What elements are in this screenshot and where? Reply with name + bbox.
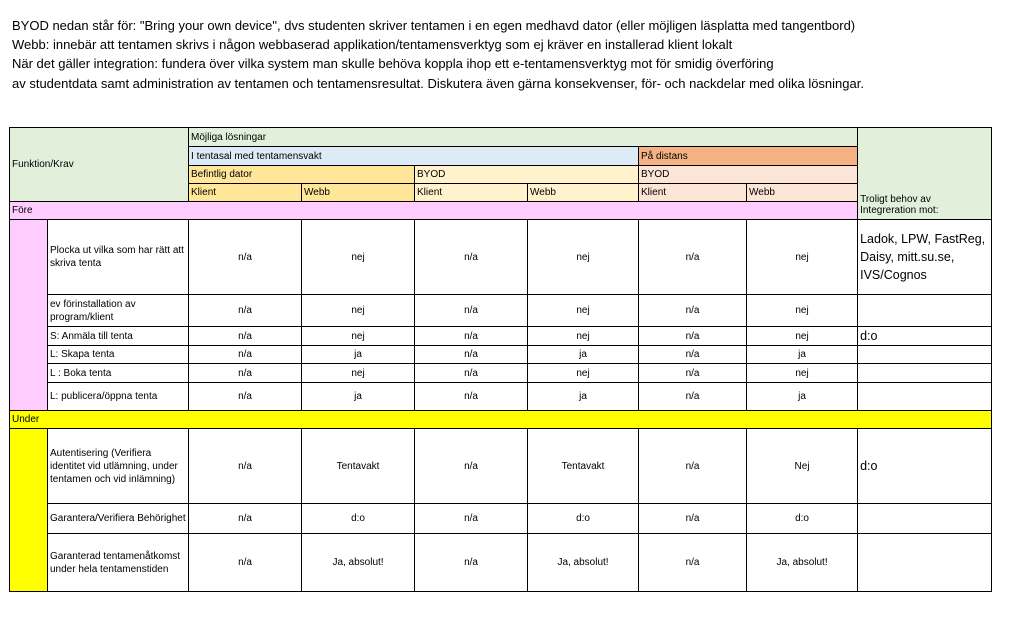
cell-value: nej xyxy=(302,220,415,295)
cell-value: Nej xyxy=(747,429,858,504)
cell-value: d:o xyxy=(302,504,415,534)
cell-value: n/a xyxy=(189,220,302,295)
row-label: L : Boka tenta xyxy=(48,364,189,383)
cell-value: n/a xyxy=(415,429,528,504)
integration-cell xyxy=(858,346,992,364)
cell-value: n/a xyxy=(639,383,747,411)
table-row xyxy=(10,346,992,364)
table-row xyxy=(10,295,992,327)
row-label: S: Anmäla till tenta xyxy=(48,327,189,346)
intro-line-3: När det gäller integration: fundera över vilka system man skulle behöva koppla ihop ett e-tentamensverktyg mot för smidig överföring xyxy=(12,56,774,72)
table-row xyxy=(10,534,992,592)
cell-value: ja xyxy=(528,346,639,364)
cell-value: n/a xyxy=(415,295,528,327)
cell-value: n/a xyxy=(415,504,528,534)
cell-value: n/a xyxy=(639,220,747,295)
cell-value: n/a xyxy=(639,295,747,327)
cell-value: n/a xyxy=(189,534,302,592)
cell-value: n/a xyxy=(415,327,528,346)
intro-line-4: av studentdata samt administration av tentamen och tentamensresultat. Diskutera även gärna konsekvenser, för- och nackdelar med olika lösningar. xyxy=(12,75,864,91)
cell-value: ja xyxy=(302,383,415,411)
col-header-webb: Webb xyxy=(747,184,858,202)
integration-cell: d:o xyxy=(858,429,992,504)
cell-value: n/a xyxy=(189,504,302,534)
integration-header-line-1: Troligt behov av xyxy=(860,194,931,205)
cell-value: n/a xyxy=(415,364,528,383)
cell-value: Tentavakt xyxy=(528,429,639,504)
integration-cell xyxy=(858,383,992,411)
cell-value: n/a xyxy=(415,383,528,411)
pa-distans-header: På distans xyxy=(639,147,858,166)
cell-value: n/a xyxy=(189,429,302,504)
row-label: ev förinstallation av program/klient xyxy=(48,295,189,327)
cell-value: Ja, absolut! xyxy=(528,534,639,592)
table-row xyxy=(10,220,992,295)
integration-cell xyxy=(858,364,992,383)
row-label: L: publicera/öppna tenta xyxy=(48,383,189,411)
cell-value: Ja, absolut! xyxy=(302,534,415,592)
cell-value: d:o xyxy=(528,504,639,534)
tentasal-header: I tentasal med tentamensvakt xyxy=(189,147,639,166)
cell-value: n/a xyxy=(189,346,302,364)
cell-value: n/a xyxy=(415,220,528,295)
cell-value: nej xyxy=(747,220,858,295)
col-header-klient: Klient xyxy=(639,184,747,202)
table-row xyxy=(10,504,992,534)
requirements-table xyxy=(9,127,992,592)
col-header-klient: Klient xyxy=(189,184,302,202)
integration-header xyxy=(858,128,992,220)
integration-cell xyxy=(858,504,992,534)
cell-value: d:o xyxy=(747,504,858,534)
section-under-sidebar xyxy=(10,429,48,592)
table-row xyxy=(10,429,992,504)
section-fore-label: Före xyxy=(10,202,858,220)
cell-value: n/a xyxy=(639,504,747,534)
byod-tentasal-header: BYOD xyxy=(415,166,639,184)
cell-value: nej xyxy=(302,295,415,327)
byod-distans-header: BYOD xyxy=(639,166,858,184)
cell-value: n/a xyxy=(415,534,528,592)
section-fore-sidebar xyxy=(10,220,48,411)
cell-value: ja xyxy=(747,383,858,411)
row-label: Garantera/Verifiera Behörighet xyxy=(48,504,189,534)
cell-value: n/a xyxy=(189,364,302,383)
col-header-webb: Webb xyxy=(528,184,639,202)
cell-value: n/a xyxy=(415,346,528,364)
cell-value: n/a xyxy=(639,327,747,346)
cell-value: nej xyxy=(528,364,639,383)
cell-value: n/a xyxy=(639,534,747,592)
row-label: Plocka ut vilka som har rätt att skriva tenta xyxy=(48,220,189,295)
integration-header-line-2: Integreration mot: xyxy=(860,205,939,216)
integration-cell xyxy=(858,534,992,592)
intro-line-2: Webb: innebär att tentamen skrivs i någon webbaserad applikation/tentamensverktyg som ej kräver en installerad klient lokalt xyxy=(12,37,733,53)
row-label: Autentisering (Verifiera identitet vid utlämning, under tentamen och vid inlämning) xyxy=(48,429,189,504)
row-label: Garanterad tentamenåtkomst under hela tentamenstiden xyxy=(48,534,189,592)
cell-value: ja xyxy=(302,346,415,364)
cell-value: nej xyxy=(747,364,858,383)
funktion-krav-header: Funktion/Krav xyxy=(10,128,189,202)
cell-value: nej xyxy=(302,327,415,346)
intro-text xyxy=(12,16,1012,93)
integration-cell: Ladok, LPW, FastReg, Daisy, mitt.su.se, IVS/Cognos xyxy=(858,220,992,295)
cell-value: nej xyxy=(528,327,639,346)
befintlig-dator-header: Befintlig dator xyxy=(189,166,415,184)
intro-line-1: BYOD nedan står för: "Bring your own device", dvs studenten skriver tentamen i en egen medhavd dator (eller möjligen läsplatta med tangentbord) xyxy=(12,18,856,33)
cell-value: n/a xyxy=(639,364,747,383)
cell-value: n/a xyxy=(639,429,747,504)
cell-value: ja xyxy=(528,383,639,411)
cell-value: nej xyxy=(302,364,415,383)
col-header-webb: Webb xyxy=(302,184,415,202)
col-header-klient: Klient xyxy=(415,184,528,202)
cell-value: n/a xyxy=(189,327,302,346)
mojliga-losningar-header: Möjliga lösningar xyxy=(189,128,858,147)
row-label: L: Skapa tenta xyxy=(48,346,189,364)
cell-value: n/a xyxy=(639,346,747,364)
integration-cell xyxy=(858,295,992,327)
table-row xyxy=(10,364,992,383)
table-row xyxy=(10,327,992,346)
cell-value: nej xyxy=(747,295,858,327)
cell-value: nej xyxy=(747,327,858,346)
cell-value: ja xyxy=(747,346,858,364)
table-row xyxy=(10,383,992,411)
cell-value: n/a xyxy=(189,295,302,327)
integration-cell: d:o xyxy=(858,327,992,346)
cell-value: Ja, absolut! xyxy=(747,534,858,592)
cell-value: Tentavakt xyxy=(302,429,415,504)
cell-value: n/a xyxy=(189,383,302,411)
section-under-label: Under xyxy=(10,411,992,429)
cell-value: nej xyxy=(528,295,639,327)
cell-value: nej xyxy=(528,220,639,295)
